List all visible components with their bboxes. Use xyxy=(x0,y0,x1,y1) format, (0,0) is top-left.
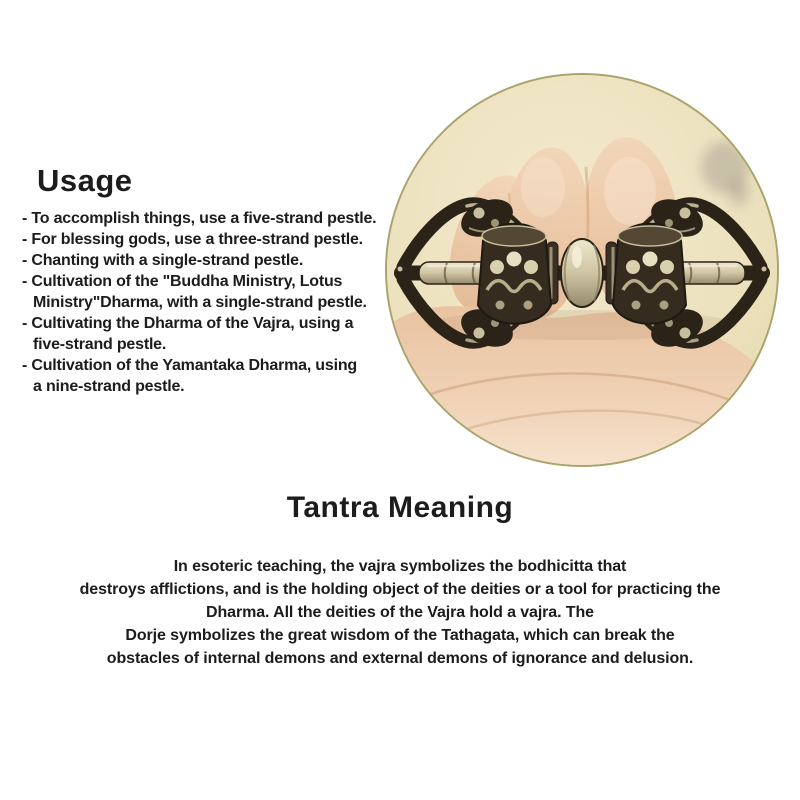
tantra-title: Tantra Meaning xyxy=(286,491,514,524)
tantra-line: destroys afflictions, and is the holding object of the deities or a tool for practicing the xyxy=(79,581,721,598)
vajra-photo-illustration xyxy=(387,75,777,465)
tantra-body xyxy=(40,555,760,670)
usage-title: Usage xyxy=(37,163,133,198)
usage-line: Ministry"Dharma, with a single-strand pestle. xyxy=(33,294,367,311)
usage-list xyxy=(22,208,390,397)
usage-line: - For blessing gods, use a three-strand pestle. xyxy=(22,231,363,248)
tantra-section xyxy=(0,489,800,670)
usage-line: - Cultivation of the "Buddha Ministry, Lotus xyxy=(22,273,343,290)
usage-line: - Cultivation of the Yamantaka Dharma, using xyxy=(22,357,357,374)
usage-line: a nine-strand pestle. xyxy=(33,378,185,395)
usage-line: - Chanting with a single-strand pestle. xyxy=(22,252,304,269)
usage-section xyxy=(22,163,390,397)
product-photo-circle xyxy=(385,73,779,467)
tantra-line: Dorje symbolizes the great wisdom of the Tathagata, which can break the xyxy=(125,627,675,644)
vajra-center-knob xyxy=(561,239,603,307)
usage-line: - To accomplish things, use a five-strand pestle. xyxy=(22,210,377,227)
usage-line: five-strand pestle. xyxy=(33,336,167,353)
tantra-line: Dharma. All the deities of the Vajra hold a vajra. The xyxy=(206,604,594,621)
usage-line: - Cultivating the Dharma of the Vajra, using a xyxy=(22,315,354,332)
tantra-line: obstacles of internal demons and external demons of ignorance and delusion. xyxy=(106,650,694,667)
tantra-line: In esoteric teaching, the vajra symbolizes the bodhicitta that xyxy=(173,558,627,575)
